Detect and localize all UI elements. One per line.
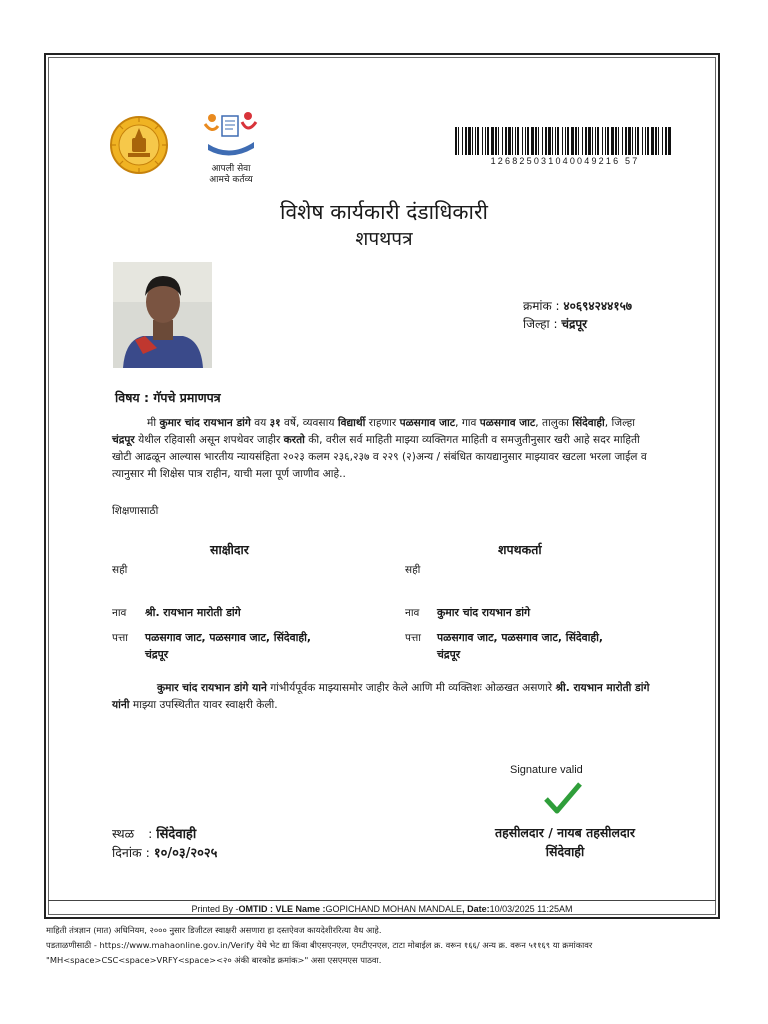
deponent-address [437,629,603,663]
deponent-sign-label: सही [405,564,421,576]
place-row: स्थळ : सिंदेवाही [112,826,197,842]
applicant-photo [113,262,212,368]
deponent-age: ३१ [269,417,281,429]
residence-district: चंद्रपूर [112,434,135,446]
printed-date: 10/03/2025 11:25AM [489,904,573,914]
witness-name: श्री. रायभान मारोती डांगे [145,606,241,619]
aaple-tagline-line1: आपली सेवा [211,164,251,174]
witness-address-label: पत्ता [112,632,128,644]
deponent-address-line1: पळसगाव जाट, पळसगाव जाट, सिंदेवाही, [437,631,604,644]
aaple-tagline-line2: आमचे कर्तव्य [209,175,253,185]
printed-omtid: OMTID : VLE Name : [238,904,326,914]
deponent-address-label: पत्ता [405,632,421,644]
witness-address-line2: चंद्रपूर [145,648,169,661]
serial-label: क्रमांक : [523,299,560,313]
aaple-seva-tagline [200,164,262,186]
statement-witness-name: श्री. रायभान मारोती डांगे यांनी [112,682,650,711]
deponent-occupation: विद्यार्थी [337,417,366,429]
serial-value: ४०६९४२४४१५७ [563,299,633,313]
document-subtitle: शपथपत्र [355,228,413,250]
place-value: सिंदेवाही [156,827,197,842]
footer-legal-note: माहिती तंत्रज्ञान (मात) अधिनियम, २००० नुसार डिजीटल स्वाक्षरी असणारा हा दस्तऐवज कायदेशीररित्या वैध आहे. [46,925,382,935]
witness-statement: कुमार चांद रायभान डांगे याने गांभीर्यपूर्वक माझ्यासमोर जाहीर केले आणि मी व्यक्तिशः ओळखत असणारे श्री. रायभान मारोती डांगे यांनी माझ्या उपस्थितीत यावर स्वाक्षरी केली. [112,682,650,711]
subject-line: विषय : गॅपचे प्रमाणपत्र [115,390,221,405]
district-label: जिल्हा : [523,317,558,331]
deponent-name: कुमार चांद रायभान डांगे [437,606,531,619]
aaple-seva-emblem-icon [200,108,262,162]
statement-deponent-name: कुमार चांद रायभान डांगे याने [157,682,267,694]
deponent-heading: शपथकर्ता [498,542,542,557]
witness-name-label: नाव [112,607,127,619]
district-row [523,315,587,332]
barcode-image [455,127,672,155]
aaple-seva-logo [200,108,262,186]
serial-number-row [523,297,632,314]
printed-divider [48,900,716,901]
declaration-verb: करतो [283,434,305,446]
signature-status: Signature valid [510,764,583,776]
witness-address [145,629,311,663]
date-value: १०/०३/२०२५ [153,846,218,861]
date-row: दिनांक : १०/०३/२०२५ [112,845,218,861]
check-icon [543,778,583,818]
residence-taluka: सिंदेवाही [572,417,605,429]
footer-sms-format: "MH<space>CSC<space>VRFY<space><२० अंकी बारकोड क्रमांक>" असा एसएमएस पाठवा. [46,955,382,965]
barcode-number: 126825031040049216 57 [490,156,640,166]
residence-place: पळसगाव जाट [399,417,456,429]
deponent-name-inline: कुमार चांद रायभान डांगे [159,417,251,429]
witness-address-line1: पळसगाव जाट, पळसगाव जाट, सिंदेवाही, [145,631,312,644]
witness-heading: साक्षीदार [210,542,249,557]
residence-village: पळसगाव जाट [479,417,536,429]
printed-vle-name: GOPICHAND MOHAN MANDALE [325,904,463,914]
declaration-paragraph: मी कुमार चांद रायभान डांगे वय ३१ वर्षे, व्यवसाय विद्यार्थी राहणार पळसगाव जाट, गाव पळसगाव जाट, तालुका सिंदेवाही, जिल्हा चंद्रपूर येथील रहिवासी असून शपथेवर जाहीर करतो की, वरील सर्व माहिती माझ्या व्यक्तिगत माहिती व समजुतीनुसार खरी आहे सदर माहिती खोटी आढळून आल्यास भारतीय न्यायसंहिता २०२३ कलम २३६,२३७ व २२९ (२)अन्य / संबंधित कायद्यानुसार माझ्यावर खटला भरला जाईल व त्यानुसार मी शिक्षेस पात्र राहीन, याची मला पूर्ण जाणीव आहे.. [112,417,647,480]
maharashtra-seal-icon [110,108,168,182]
footer-verify-note: पडताळणीसाठी - https://www.mahaonline.gov.in/Verify येथे भेट द्या किंवा बीएसएनएल, एमटीएनएल, टाटा मोबाईल क्र. वरून १६६/ अन्य क्र. वरून ५११६९ या क्रमांकावर [46,940,593,950]
district-value: चंद्रपूर [561,317,588,331]
document-inner-border [48,57,716,915]
document-title: विशेष कार्यकारी दंडाधिकारी [280,200,488,224]
purpose-text: शिक्षणासाठी [112,505,159,517]
place-label: स्थळ [112,826,135,841]
witness-sign-label: सही [112,564,128,576]
date-label: दिनांक [112,845,142,860]
deponent-address-line2: चंद्रपूर [437,648,461,661]
printed-by-line: Printed By -OMTID : VLE Name :GOPICHAND MOHAN MANDALE, Date:10/03/2025 11:25AM [191,904,573,914]
official-designation: तहसीलदार / नायब तहसीलदार [494,825,635,840]
deponent-name-label: नाव [405,607,420,619]
official-office: सिंदेवाही [545,844,585,859]
